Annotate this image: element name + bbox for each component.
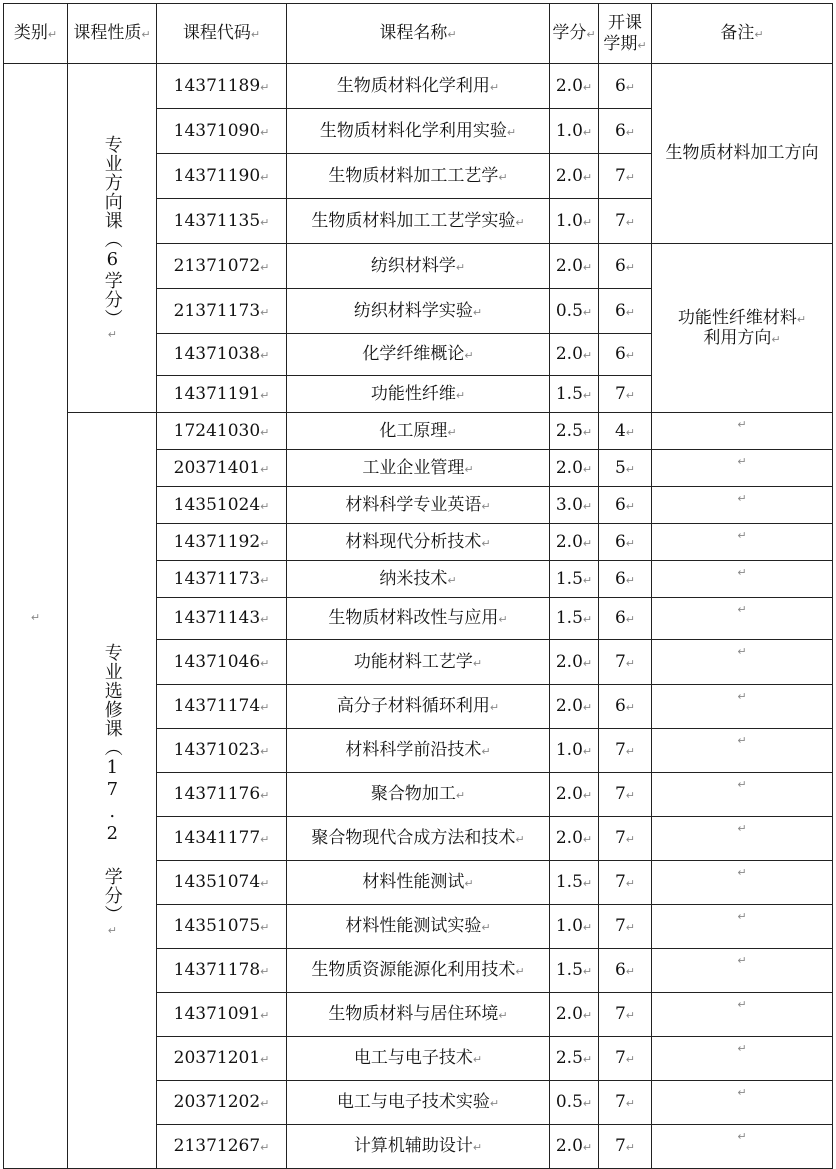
- remark-empty: ↵: [652, 487, 833, 524]
- course-credit: 2.0↵: [550, 334, 599, 376]
- remark-functional: 功能性纤维材料↵ 利用方向↵: [652, 244, 833, 413]
- header-course-type: 课程性质↵: [68, 4, 157, 64]
- course-code: 14371189↵: [157, 64, 287, 109]
- table-row: [4, 413, 833, 450]
- course-code: 14371023↵: [157, 729, 287, 773]
- course-code: 14371091↵: [157, 993, 287, 1037]
- group-elective: [68, 413, 157, 1169]
- course-semester: 7↵: [599, 905, 652, 949]
- course-credit: 2.0↵: [550, 817, 599, 861]
- course-name: 纳米技术↵: [287, 561, 550, 598]
- group-direction-label: 专业方向课（6学分）↵: [101, 134, 123, 342]
- course-semester: 4↵: [599, 413, 652, 450]
- course-name: 聚合物加工↵: [287, 773, 550, 817]
- remark-empty: ↵: [652, 598, 833, 640]
- course-code: 14351075↵: [157, 905, 287, 949]
- header-remarks: 备注↵: [652, 4, 833, 64]
- category-cell: [4, 64, 68, 1169]
- course-semester: 7↵: [599, 861, 652, 905]
- course-semester: 7↵: [599, 154, 652, 199]
- course-name: 纺织材料学↵: [287, 244, 550, 289]
- course-credit: 1.0↵: [550, 199, 599, 244]
- group-direction: [68, 64, 157, 413]
- course-semester: 7↵: [599, 1125, 652, 1169]
- course-code: 17241030↵: [157, 413, 287, 450]
- course-code: 14351074↵: [157, 861, 287, 905]
- course-code: 14371192↵: [157, 524, 287, 561]
- course-code: 21371072↵: [157, 244, 287, 289]
- remark-empty: ↵: [652, 993, 833, 1037]
- course-name: 材料性能测试实验↵: [287, 905, 550, 949]
- course-semester: 6↵: [599, 334, 652, 376]
- course-name: 生物质材料与居住环境↵: [287, 993, 550, 1037]
- course-name: 生物质材料加工工艺学实验↵: [287, 199, 550, 244]
- remark-empty: ↵: [652, 640, 833, 685]
- remark-empty: ↵: [652, 685, 833, 729]
- remark-empty: ↵: [652, 905, 833, 949]
- course-name: 高分子材料循环利用↵: [287, 685, 550, 729]
- course-semester: 7↵: [599, 729, 652, 773]
- course-name: 工业企业管理↵: [287, 450, 550, 487]
- soft-return-mark: ↵: [105, 924, 119, 938]
- course-semester: 6↵: [599, 109, 652, 154]
- course-name: 化工原理↵: [287, 413, 550, 450]
- course-semester: 7↵: [599, 199, 652, 244]
- header-credits: 学分↵: [550, 4, 599, 64]
- course-semester: 6↵: [599, 289, 652, 334]
- course-semester: 7↵: [599, 376, 652, 413]
- course-code: 14371174↵: [157, 685, 287, 729]
- course-code: 14371173↵: [157, 561, 287, 598]
- remark-empty: ↵: [652, 773, 833, 817]
- course-name: 聚合物现代合成方法和技术↵: [287, 817, 550, 861]
- course-semester: 7↵: [599, 817, 652, 861]
- course-credit: 2.5↵: [550, 413, 599, 450]
- course-credit: 1.5↵: [550, 376, 599, 413]
- course-credit: 1.5↵: [550, 561, 599, 598]
- course-credit: 2.0↵: [550, 993, 599, 1037]
- course-code: 14371176↵: [157, 773, 287, 817]
- course-name: 生物质材料化学利用实验↵: [287, 109, 550, 154]
- header-row: [4, 4, 833, 64]
- remark-empty: ↵: [652, 861, 833, 905]
- course-code: 14371178↵: [157, 949, 287, 993]
- course-credit: 2.0↵: [550, 524, 599, 561]
- course-credit: 2.0↵: [550, 154, 599, 199]
- course-name: 材料科学前沿技术↵: [287, 729, 550, 773]
- course-code: 14371190↵: [157, 154, 287, 199]
- remark-empty: ↵: [652, 817, 833, 861]
- remark-empty: ↵: [652, 561, 833, 598]
- course-semester: 6↵: [599, 244, 652, 289]
- course-code: 21371267↵: [157, 1125, 287, 1169]
- course-credit: 1.0↵: [550, 109, 599, 154]
- remark-empty: ↵: [652, 413, 833, 450]
- course-code: 20371201↵: [157, 1037, 287, 1081]
- course-table: [3, 3, 833, 1169]
- remark-empty: ↵: [652, 729, 833, 773]
- course-semester: 7↵: [599, 1037, 652, 1081]
- course-semester: 5↵: [599, 450, 652, 487]
- course-semester: 7↵: [599, 1081, 652, 1125]
- course-code: 14351024↵: [157, 487, 287, 524]
- course-semester: 6↵: [599, 561, 652, 598]
- course-credit: 3.0↵: [550, 487, 599, 524]
- course-credit: 2.0↵: [550, 1125, 599, 1169]
- course-semester: 6↵: [599, 685, 652, 729]
- course-code: 14371046↵: [157, 640, 287, 685]
- remark-empty: ↵: [652, 1125, 833, 1169]
- course-semester: 6↵: [599, 64, 652, 109]
- table-row: [4, 64, 833, 109]
- course-credit: 2.0↵: [550, 640, 599, 685]
- course-code: 14341177↵: [157, 817, 287, 861]
- course-name: 材料科学专业英语↵: [287, 487, 550, 524]
- course-credit: 1.5↵: [550, 861, 599, 905]
- course-code: 20371202↵: [157, 1081, 287, 1125]
- course-name: 化学纤维概论↵: [287, 334, 550, 376]
- course-semester: 7↵: [599, 993, 652, 1037]
- course-credit: 2.0↵: [550, 450, 599, 487]
- course-credit: 1.0↵: [550, 729, 599, 773]
- course-semester: 7↵: [599, 640, 652, 685]
- remark-biomass: 生物质材料加工方向: [652, 64, 833, 244]
- remark-empty: ↵: [652, 1037, 833, 1081]
- course-semester: 7↵: [599, 773, 652, 817]
- course-credit: 2.5↵: [550, 1037, 599, 1081]
- course-credit: 2.0↵: [550, 685, 599, 729]
- course-code: 21371173↵: [157, 289, 287, 334]
- header-course-name: 课程名称↵: [287, 4, 550, 64]
- header-course-code: 课程代码↵: [157, 4, 287, 64]
- course-name: 功能性纤维↵: [287, 376, 550, 413]
- header-semester: 开课 学期↵: [599, 4, 652, 64]
- course-code: 20371401↵: [157, 450, 287, 487]
- course-credit: 2.0↵: [550, 244, 599, 289]
- course-name: 生物质材料加工工艺学↵: [287, 154, 550, 199]
- course-credit: 0.5↵: [550, 289, 599, 334]
- course-name: 材料现代分析技术↵: [287, 524, 550, 561]
- remark-empty: ↵: [652, 450, 833, 487]
- course-credit: 2.0↵: [550, 64, 599, 109]
- course-semester: 6↵: [599, 598, 652, 640]
- header-category: 类别↵: [4, 4, 68, 64]
- remark-empty: ↵: [652, 524, 833, 561]
- course-name: 功能材料工艺学↵: [287, 640, 550, 685]
- course-name: 计算机辅助设计↵: [287, 1125, 550, 1169]
- course-code: 14371135↵: [157, 199, 287, 244]
- remark-empty: ↵: [652, 949, 833, 993]
- course-name: 生物质材料化学利用↵: [287, 64, 550, 109]
- soft-return-mark: ↵: [105, 327, 119, 342]
- course-code: 14371191↵: [157, 376, 287, 413]
- cell-mark: ↵: [30, 610, 41, 624]
- course-name: 电工与电子技术↵: [287, 1037, 550, 1081]
- course-credit: 1.5↵: [550, 949, 599, 993]
- course-semester: 6↵: [599, 487, 652, 524]
- course-credit: 1.0↵: [550, 905, 599, 949]
- course-name: 电工与电子技术实验↵: [287, 1081, 550, 1125]
- course-credit: 0.5↵: [550, 1081, 599, 1125]
- course-credit: 1.5↵: [550, 598, 599, 640]
- course-code: 14371090↵: [157, 109, 287, 154]
- course-code: 14371143↵: [157, 598, 287, 640]
- remark-empty: ↵: [652, 1081, 833, 1125]
- course-name: 生物质资源能源化利用技术↵: [287, 949, 550, 993]
- course-semester: 6↵: [599, 949, 652, 993]
- course-name: 材料性能测试↵: [287, 861, 550, 905]
- course-credit: 2.0↵: [550, 773, 599, 817]
- course-name: 生物质材料改性与应用↵: [287, 598, 550, 640]
- course-code: 14371038↵: [157, 334, 287, 376]
- course-semester: 6↵: [599, 524, 652, 561]
- course-name: 纺织材料学实验↵: [287, 289, 550, 334]
- group-elective-label: 专业选修课（17.2 学分）↵: [101, 643, 123, 938]
